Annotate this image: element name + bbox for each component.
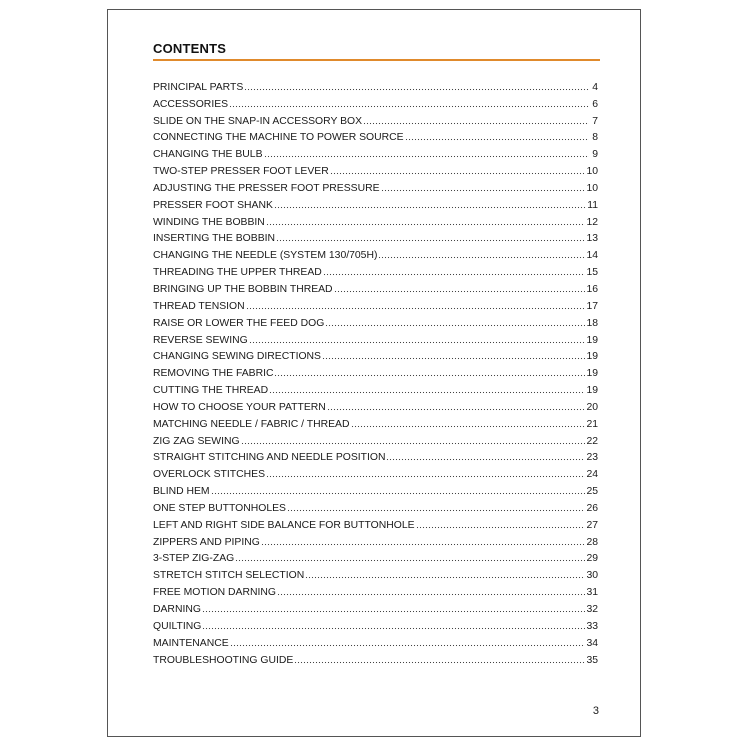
toc-entry: [153, 228, 598, 245]
toc-entry-title: ACCESSORIES: [153, 98, 229, 110]
toc-entry-title: CUTTING THE THREAD: [153, 385, 269, 397]
toc-entry: [153, 598, 598, 615]
toc-entry: [153, 396, 598, 413]
toc-entry: [153, 615, 598, 632]
contents-heading: CONTENTS: [153, 41, 227, 56]
dot-leader: [202, 602, 586, 613]
toc-entry-title: PRESSER FOOT SHANK: [153, 199, 273, 211]
toc-entry: [153, 430, 598, 447]
toc-entry-title: CHANGING THE BULB: [153, 149, 263, 161]
dot-leader: [269, 383, 585, 394]
dot-leader: [264, 147, 589, 158]
toc-entry-page: 34: [586, 637, 598, 649]
dot-leader: [386, 450, 585, 461]
toc-entry: [153, 194, 598, 211]
toc-entry-page: 19: [586, 334, 598, 346]
toc-entry-page: 9: [592, 149, 598, 161]
toc-entry: [153, 211, 598, 228]
toc-entry-page: 22: [586, 435, 598, 447]
toc-entry-page: 10: [586, 166, 598, 178]
toc-entry-title: BRINGING UP THE BOBBIN THREAD: [153, 283, 333, 295]
toc-entry-title: ADJUSTING THE PRESSER FOOT PRESSURE: [153, 182, 380, 194]
toc-entry: [153, 312, 598, 329]
dot-leader: [266, 467, 585, 478]
toc-entry-title: 3-STEP ZIG-ZAG: [153, 553, 235, 565]
toc-entry-title: CONNECTING THE MACHINE TO POWER SOURCE: [153, 132, 404, 144]
toc-entry: [153, 514, 598, 531]
toc-entry-title: ONE STEP BUTTONHOLES: [153, 502, 286, 514]
dot-leader: [334, 282, 586, 293]
toc-entry-page: 23: [586, 452, 598, 464]
toc-entry: [153, 76, 598, 93]
toc-entry-page: 16: [586, 283, 598, 295]
toc-entry-title: PRINCIPAL PARTS: [153, 81, 244, 93]
toc-entry: [153, 261, 598, 278]
toc-entry: [153, 346, 598, 363]
page-number: 3: [592, 705, 599, 717]
toc-entry-page: 19: [586, 368, 598, 380]
dot-leader: [327, 400, 586, 411]
toc-entry-page: 10: [586, 182, 598, 194]
dot-leader: [322, 349, 585, 360]
toc-entry-page: 27: [586, 519, 598, 531]
toc-entry: [153, 632, 598, 649]
toc-entry: [153, 447, 598, 464]
toc-entry-title: TWO-STEP PRESSER FOOT LEVER: [153, 166, 329, 178]
toc-entry-title: INSERTING THE BOBBIN: [153, 233, 276, 245]
toc-entry-title: REVERSE SEWING: [153, 334, 248, 346]
dot-leader: [229, 97, 589, 108]
toc-entry: [153, 379, 598, 396]
toc-entry-page: 28: [586, 536, 598, 548]
toc-entry-page: 6: [592, 98, 598, 110]
toc-entry-title: WINDING THE BOBBIN: [153, 216, 265, 228]
toc-entry-title: OVERLOCK STITCHES: [153, 469, 266, 481]
toc-entry-page: 20: [586, 401, 598, 413]
toc-entry-page: 33: [586, 620, 598, 632]
toc-entry-page: 15: [586, 267, 598, 279]
dot-leader: [266, 215, 586, 226]
dot-leader: [261, 535, 586, 546]
dot-leader: [202, 619, 585, 630]
toc-entry-page: 7: [592, 115, 598, 127]
toc-entry-title: STRAIGHT STITCHING AND NEEDLE POSITION: [153, 452, 386, 464]
toc-entry-page: 19: [586, 385, 598, 397]
toc-entry-title: BLIND HEM: [153, 486, 210, 498]
toc-entry-title: REMOVING THE FABRIC: [153, 368, 274, 380]
toc-entry: [153, 564, 598, 581]
dot-leader: [381, 181, 586, 192]
toc-entry-page: 17: [586, 300, 598, 312]
toc-entry: [153, 244, 598, 261]
dot-leader: [416, 518, 586, 529]
dot-leader: [323, 265, 586, 276]
dot-leader: [305, 568, 585, 579]
toc-entry-page: 31: [586, 587, 598, 599]
dot-leader: [241, 434, 586, 445]
dot-leader: [244, 80, 589, 91]
toc-entry-title: DARNING: [153, 604, 201, 615]
toc-entry-page: 4: [592, 81, 598, 93]
dot-leader: [330, 164, 586, 175]
toc-entry: [153, 463, 598, 480]
toc-entry: [153, 93, 598, 110]
toc-entry-title: CHANGING THE NEEDLE (SYSTEM 130/705H): [153, 250, 378, 262]
dot-leader: [378, 248, 585, 259]
toc-entry: [153, 127, 598, 144]
toc-entry-page: 25: [586, 486, 598, 498]
dot-leader: [276, 231, 585, 242]
document-page: [107, 9, 641, 737]
toc-entry-title: SLIDE ON THE SNAP-IN ACCESSORY BOX: [153, 115, 363, 127]
toc-entry: [153, 110, 598, 127]
toc-entry-page: 11: [587, 199, 598, 211]
toc-entry-title: MAINTENANCE: [153, 637, 229, 649]
toc-entry: [153, 581, 598, 598]
toc-entry-page: 32: [586, 604, 598, 615]
dot-leader: [274, 198, 586, 209]
toc-entry-title: THREADING THE UPPER THREAD: [153, 267, 322, 279]
toc-entry: [153, 362, 598, 379]
toc-entry-title: RAISE OR LOWER THE FEED DOG: [153, 317, 325, 329]
toc-entry: [153, 480, 598, 497]
dot-leader: [363, 114, 589, 125]
toc-entry-title: FREE MOTION DARNING: [153, 587, 276, 599]
toc-entry-title: STRETCH STITCH SELECTION: [153, 570, 305, 582]
toc-entry: [153, 160, 598, 177]
toc-entry-page: 18: [586, 317, 598, 329]
toc-entry-title: TROUBLESHOOTING GUIDE: [153, 654, 294, 666]
toc-entry: [153, 649, 598, 666]
toc-entry-title: THREAD TENSION: [153, 300, 245, 312]
toc-entry: [153, 278, 598, 295]
dot-leader: [249, 333, 586, 344]
toc-entry: [153, 413, 598, 430]
dot-leader: [246, 299, 586, 310]
toc-entry-page: 29: [586, 553, 598, 565]
toc-entry: [153, 143, 598, 160]
toc-entry-page: 30: [586, 570, 598, 582]
toc-entry: [153, 531, 598, 548]
toc-entry-page: 24: [586, 469, 598, 481]
table-of-contents: [153, 76, 598, 666]
toc-entry: [153, 329, 598, 346]
dot-leader: [405, 130, 589, 141]
heading-underline: [153, 59, 600, 61]
dot-leader: [294, 653, 585, 664]
dot-leader: [211, 484, 586, 495]
dot-leader: [274, 366, 585, 377]
toc-entry-page: 35: [586, 654, 598, 666]
toc-entry-page: 8: [592, 132, 598, 144]
toc-entry-title: HOW TO CHOOSE YOUR PATTERN: [153, 401, 326, 413]
toc-entry-title: ZIG ZAG SEWING: [153, 435, 240, 447]
dot-leader: [351, 417, 586, 428]
toc-entry: [153, 295, 598, 312]
toc-entry-title: LEFT AND RIGHT SIDE BALANCE FOR BUTTONHOLE: [153, 519, 415, 531]
toc-entry-page: 14: [586, 250, 598, 262]
dot-leader: [287, 501, 585, 512]
toc-entry-title: MATCHING NEEDLE / FABRIC / THREAD: [153, 418, 350, 430]
toc-entry-page: 21: [586, 418, 598, 430]
toc-entry-page: 12: [586, 216, 598, 228]
dot-leader: [325, 316, 585, 327]
dot-leader: [277, 585, 585, 596]
toc-entry-title: CHANGING SEWING DIRECTIONS: [153, 351, 321, 363]
toc-entry-title: ZIPPERS AND PIPING: [153, 536, 260, 548]
toc-entry: [153, 497, 598, 514]
toc-entry-page: 13: [586, 233, 598, 245]
toc-entry: [153, 548, 598, 565]
dot-leader: [230, 636, 586, 647]
toc-entry-page: 19: [586, 351, 598, 363]
toc-entry-title: QUILTING: [153, 620, 202, 632]
toc-entry: [153, 177, 598, 194]
dot-leader: [235, 551, 585, 562]
toc-entry-page: 26: [586, 502, 598, 514]
